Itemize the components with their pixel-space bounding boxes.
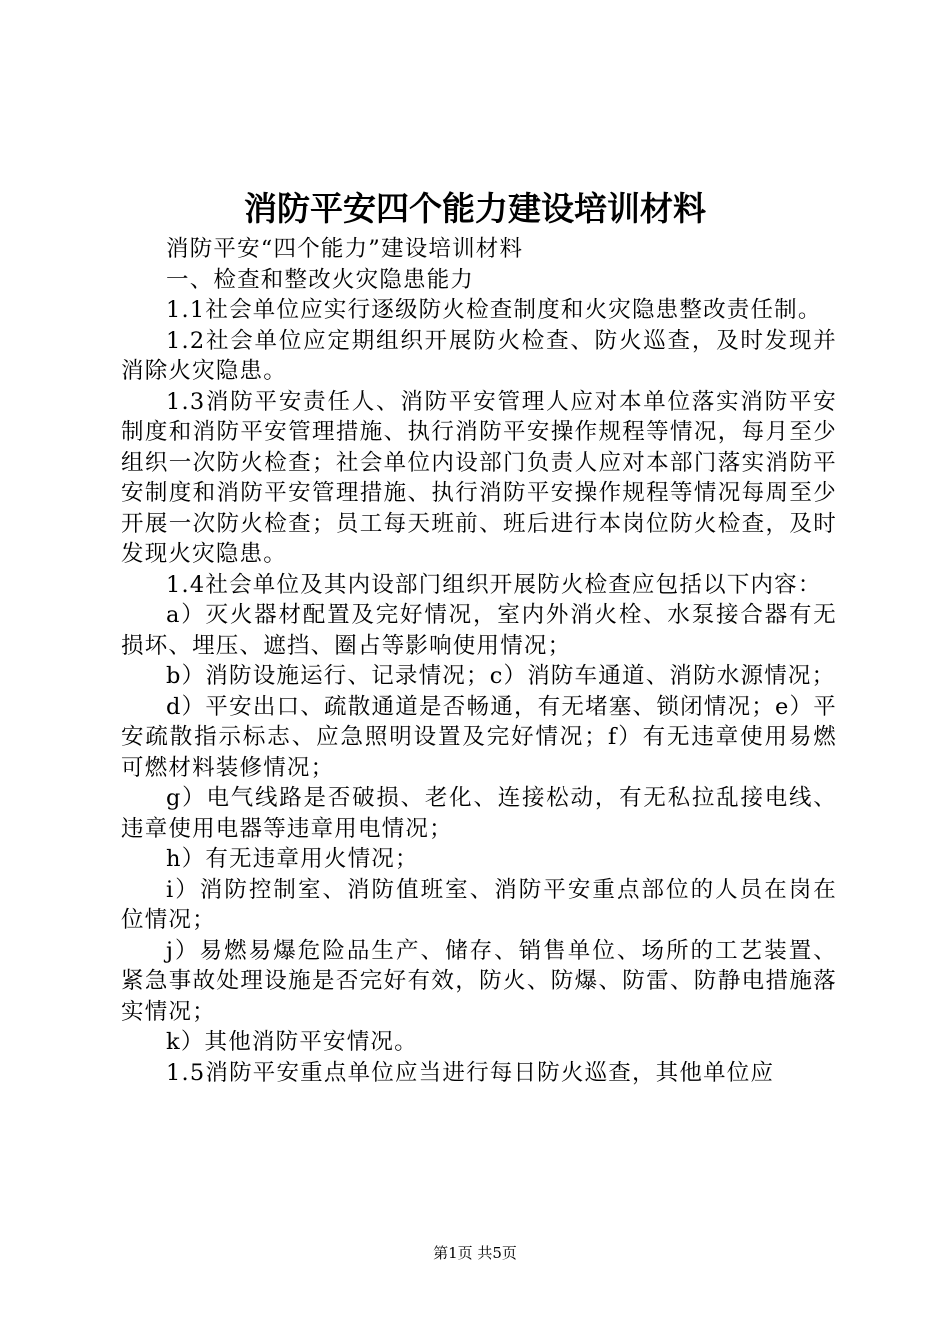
paragraph-1-2: 1.2社会单位应定期组织开展防火检查、防火巡查，及时发现并消除火灾隐患。 xyxy=(121,327,837,384)
paragraph-1-1: 1.1社会单位应实行逐级防火检查制度和火灾隐患整改责任制。 xyxy=(166,297,822,323)
paragraph-item-a: a）灭火器材配置及完好情况，室内外消火栓、水泵接合器有无损坏、埋压、遮挡、圈占等影响使用情况； xyxy=(121,602,837,659)
paragraph-item-k: k）其他消防平安情况。 xyxy=(166,1029,418,1055)
paragraph-1-4: 1.4社会单位及其内设部门组织开展防火检查应包括以下内容： xyxy=(166,571,822,598)
paragraph-item-j: j）易燃易爆危险品生产、储存、销售单位、场所的工艺装置、紧急事故处理设施是否完好有效，防火、防爆、防雷、防静电措施落实情况； xyxy=(121,937,837,1025)
page-number-footer: 第1页 共5页 xyxy=(433,1244,517,1262)
paragraph-item-b-c: b）消防设施运行、记录情况；c）消防车通道、消防水源情况； xyxy=(166,663,836,689)
document-title: 消防平安四个能力建设培训材料 xyxy=(244,189,706,228)
paragraph-1-5: 1.5消防平安重点单位应当进行每日防火巡查，其他单位应 xyxy=(166,1059,775,1086)
paragraph-item-g: g）电气线路是否破损、老化、连接松动，有无私拉乱接电线、违章使用电器等违章用电情况； xyxy=(121,785,837,842)
document-body xyxy=(121,234,837,1088)
paragraph-1-3: 1.3消防平安责任人、消防平安管理人应对本单位落实消防平安制度和消防平安管理措施、执行消防平安操作规程等情况，每月至少组织一次防火检查；社会单位内设部门负责人应对本部门落实消防平安制度和消防平安管理措施、执行消防平安操作规程等情况每周至少开展一次防火检查；员工每天班前、班后进行本岗位防火检查，及时发现火灾隐患。 xyxy=(121,388,837,567)
paragraph-section-heading: 一、检查和整改火灾隐患能力 xyxy=(166,266,475,293)
paragraph-item-i: i）消防控制室、消防值班室、消防平安重点部位的人员在岗在位情况； xyxy=(121,876,837,933)
paragraph-item-d-e-f: d）平安出口、疏散通道是否畅通，有无堵塞、锁闭情况；e）平安疏散指示标志、应急照明设置及完好情况；f）有无违章使用易燃可燃材料装修情况； xyxy=(121,693,837,781)
paragraph-item-h: h）有无违章用火情况； xyxy=(166,846,419,872)
paragraph-subtitle: 消防平安“四个能力”建设培训材料 xyxy=(166,236,524,262)
